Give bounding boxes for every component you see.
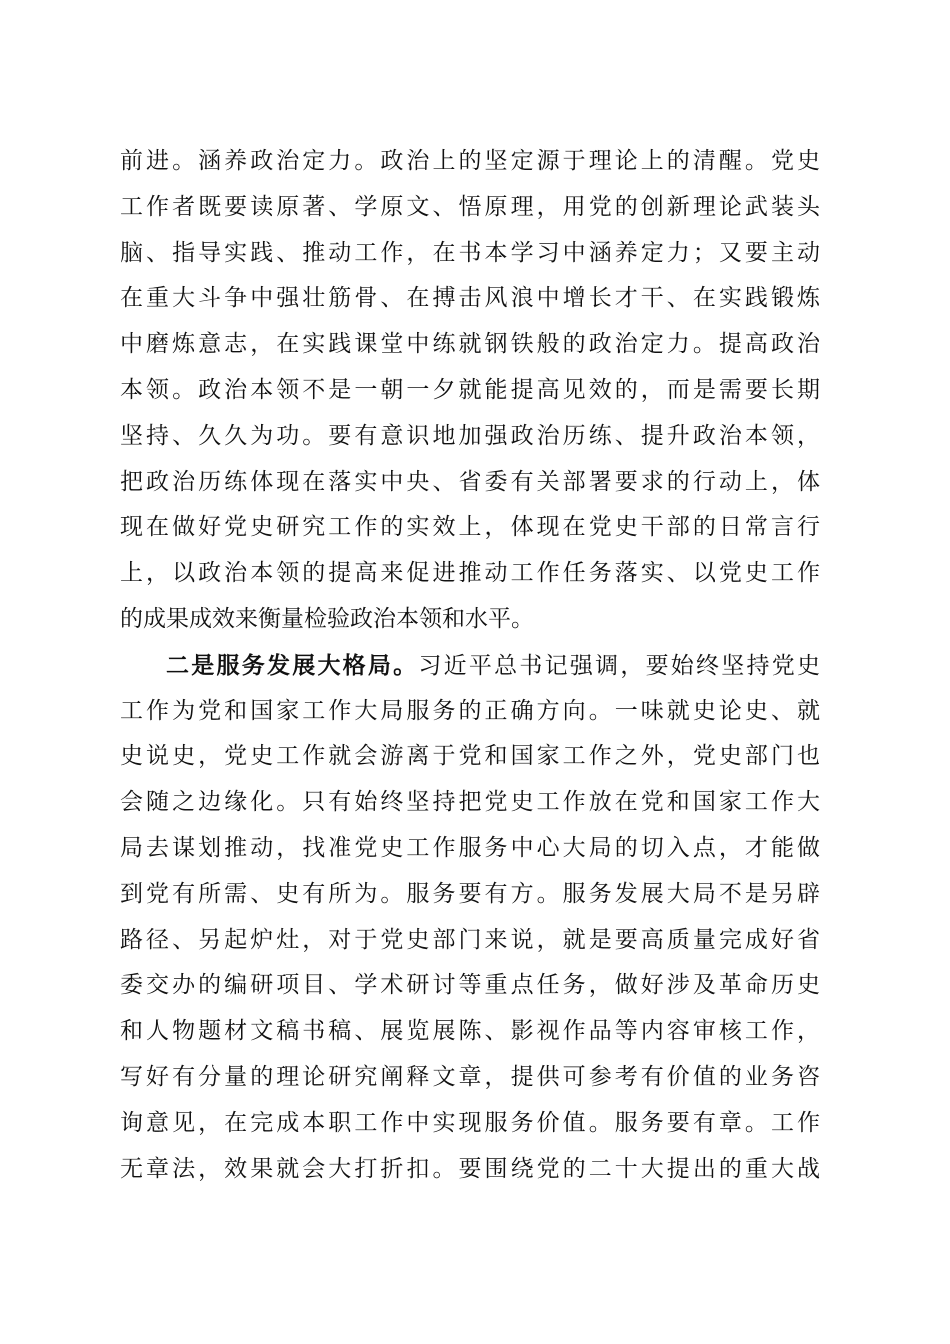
text-line: 到党有所需、史有所为。服务要有方。服务发展大局不是另辟 — [120, 880, 820, 907]
text-line: 的成果成效来衡量检验政治本领和水平。 — [120, 605, 534, 632]
paragraph-1 — [120, 139, 820, 643]
text-line: 路径、另起炉灶，对于党史部门来说，就是要高质量完成好省 — [120, 926, 820, 953]
text-line: 写好有分量的理论研究阐释文章，提供可参考有价值的业务咨 — [120, 1063, 820, 1090]
paragraph-2 — [120, 643, 820, 1193]
text-line: 会随之边缘化。只有始终坚持把党史工作放在党和国家工作大 — [120, 789, 820, 816]
text-line: 中磨炼意志，在实践课堂中练就钢铁般的政治定力。提高政治 — [120, 331, 820, 358]
text-line: 工作为党和国家工作大局服务的正确方向。一味就史论史、就 — [120, 697, 820, 724]
text-line: 史说史，党史工作就会游离于党和国家工作之外，党史部门也 — [120, 743, 820, 770]
paragraph-first-line — [120, 643, 820, 689]
body-text — [120, 139, 820, 1192]
text-line: 把政治历练体现在落实中央、省委有关部署要求的行动上，体 — [120, 468, 820, 495]
text-line: 在重大斗争中强壮筋骨、在搏击风浪中增长才干、在实践锻炼 — [120, 285, 820, 312]
text-line: 脑、指导实践、推动工作，在书本学习中涵养定力；又要主动 — [120, 239, 820, 266]
text-line: 本领。政治本领不是一朝一夕就能提高见效的，而是需要长期 — [120, 376, 820, 403]
section-heading: 二是服务发展大格局。 — [166, 651, 419, 679]
heading-continuation: 习近平总书记强调，要始终坚持党史 — [418, 652, 821, 679]
text-line: 询意见，在完成本职工作中实现服务价值。服务要有章。工作 — [120, 1109, 820, 1136]
text-line: 和人物题材文稿书稿、展览展陈、影视作品等内容审核工作， — [120, 1018, 820, 1045]
text-line: 坚持、久久为功。要有意识地加强政治历练、提升政治本领， — [120, 422, 820, 449]
text-line: 无章法，效果就会大打折扣。要围绕党的二十大提出的重大战 — [120, 1155, 820, 1182]
text-line: 局去谋划推动，找准党史工作服务中心大局的切入点，才能做 — [120, 834, 820, 861]
text-line: 委交办的编研项目、学术研讨等重点任务，做好涉及革命历史 — [120, 972, 820, 999]
text-line: 工作者既要读原著、学原文、悟原理，用党的创新理论武装头 — [120, 193, 820, 220]
text-line: 前进。涵养政治定力。政治上的坚定源于理论上的清醒。党史 — [120, 148, 820, 174]
text-line: 上，以政治本领的提高来促进推动工作任务落实、以党史工作 — [120, 560, 820, 587]
text-line: 现在做好党史研究工作的实效上，体现在党史干部的日常言行 — [120, 514, 820, 541]
